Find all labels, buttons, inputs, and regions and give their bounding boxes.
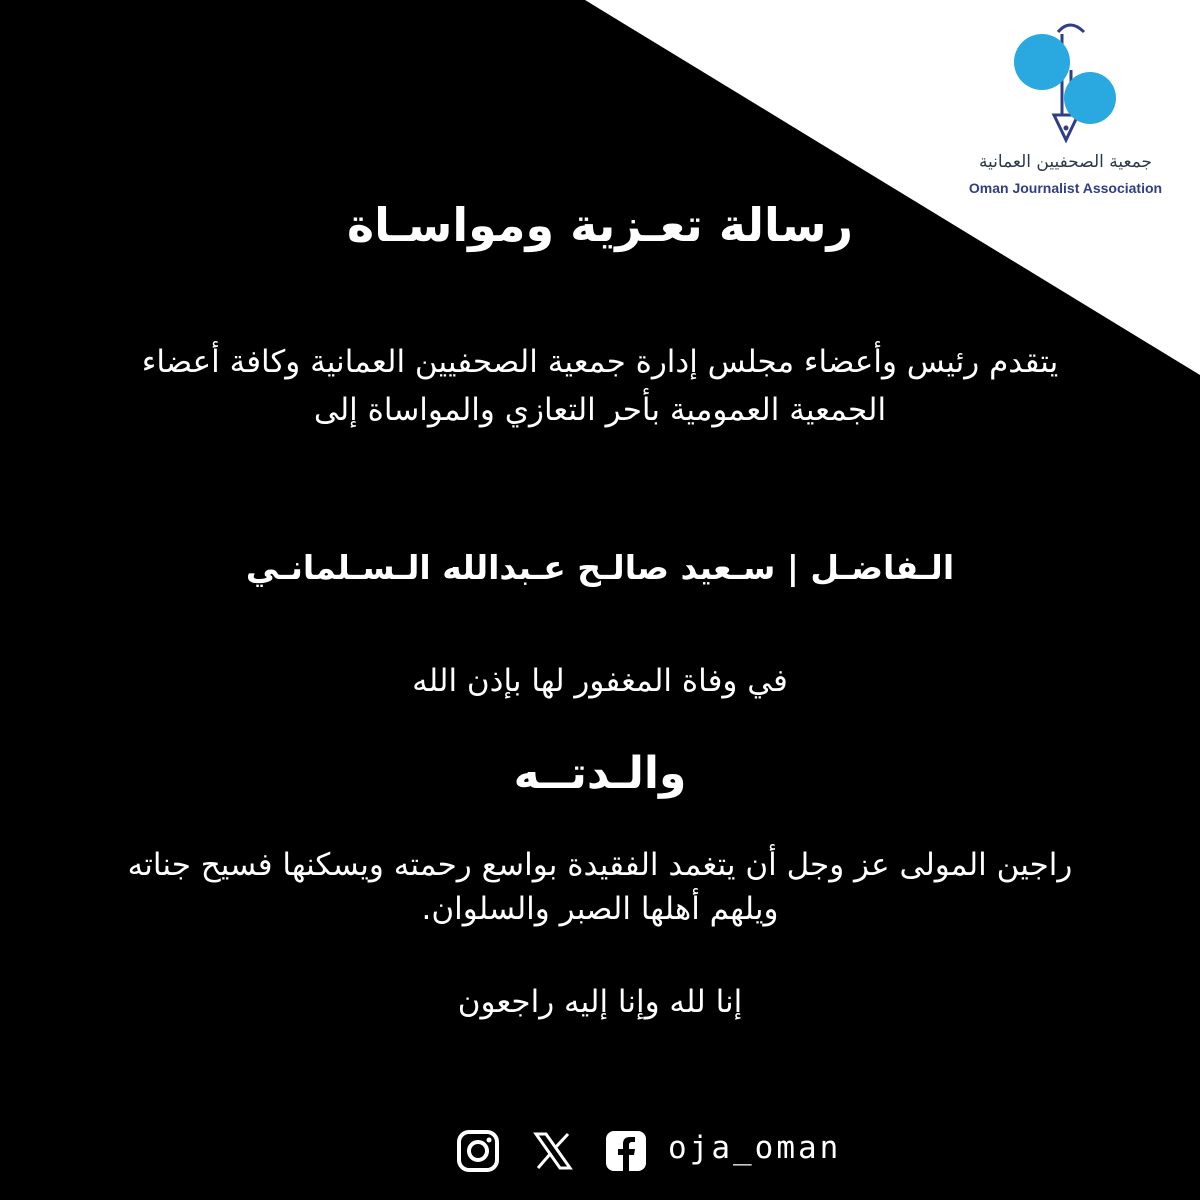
- closing-verse: إنا لله وإنا إليه راجعون: [457, 984, 743, 1020]
- prayer-paragraph: راجين المولى عز وجل أن يتغمد الفقيدة بواسع رحمته ويسكنها فسيح جناته ويلهم أهلها الصبر والسلوان.: [127, 847, 1073, 927]
- x-icon[interactable]: [530, 1128, 576, 1174]
- facebook-icon[interactable]: [603, 1128, 649, 1174]
- logo-name-arabic: جمعية الصحفيين العمانية: [978, 152, 1153, 172]
- message-title: رسالة تعـزية ومواسـاة: [347, 198, 853, 252]
- deceased-relation: والـدتــه: [513, 748, 687, 799]
- recipient-name: الـفاضـل | سـعيد صالـح عـبدالله الـسـلمانـي: [245, 548, 955, 587]
- social-handle[interactable]: oja_oman: [668, 1130, 842, 1166]
- loss-line: في وفاة المغفور لها بإذن الله: [412, 663, 788, 699]
- logo-name-english: Oman Journalist Association: [968, 180, 1163, 196]
- intro-paragraph: يتقدم رئيس وأعضاء مجلس إدارة جمعية الصحفيين العمانية وكافة أعضاء الجمعية العمومية بأحر التعازي والمواساة إلى: [141, 344, 1059, 428]
- instagram-icon[interactable]: [455, 1128, 501, 1174]
